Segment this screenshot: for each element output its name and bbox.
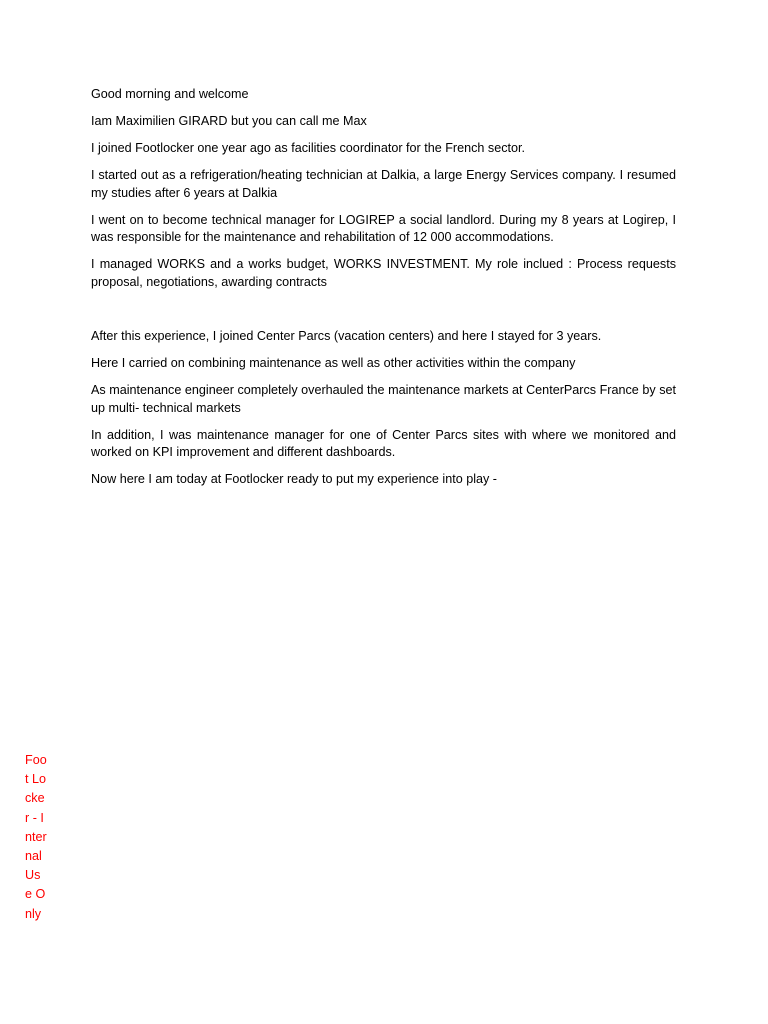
paragraph-center-parcs: After this experience, I joined Center Parcs (vacation centers) and here I stayed for 3 years. xyxy=(91,329,602,344)
classification-label: Foot Locker - Internal Use Only xyxy=(25,753,47,921)
paragraph-works: I managed WORKS and a works budget, WORKS INVESTMENT. My role inclued : Process requests proposal, negotiations, awarding contracts xyxy=(91,257,676,289)
document-body xyxy=(91,86,676,499)
paragraph-maintenance-engineer: As maintenance engineer completely overhauled the maintenance markets at CenterParcs France by set up multi- technical markets xyxy=(91,383,676,415)
paragraph-logirep: I went on to become technical manager for LOGIREP a social landlord. During my 8 years at Logirep, I was responsible for the maintenance and rehabilitation of 12 000 accommodations. xyxy=(91,212,676,245)
paragraph-introduction: Iam Maximilien GIRARD but you can call me Max xyxy=(91,114,367,129)
paragraph-maintenance-activities: Here I carried on combining maintenance as well as other activities within the company xyxy=(91,356,576,371)
paragraph-greeting: Good morning and welcome xyxy=(91,87,249,101)
paragraph-current-role: I joined Footlocker one year ago as facilities coordinator for the French sector. xyxy=(91,141,526,156)
paragraph-maintenance-manager: In addition, I was maintenance manager for one of Center Parcs sites with where we monitored and worked on KPI improvement and different dashboards. xyxy=(91,427,676,460)
paragraph-closing: Now here I am today at Footlocker ready to put my experience into play - xyxy=(91,472,497,487)
paragraph-spacer xyxy=(91,301,676,328)
paragraph-dalkia: I started out as a refrigeration/heating technician at Dalkia, a large Energy Services company. I resumed my studies after 6 years at Dalkia xyxy=(91,168,676,200)
